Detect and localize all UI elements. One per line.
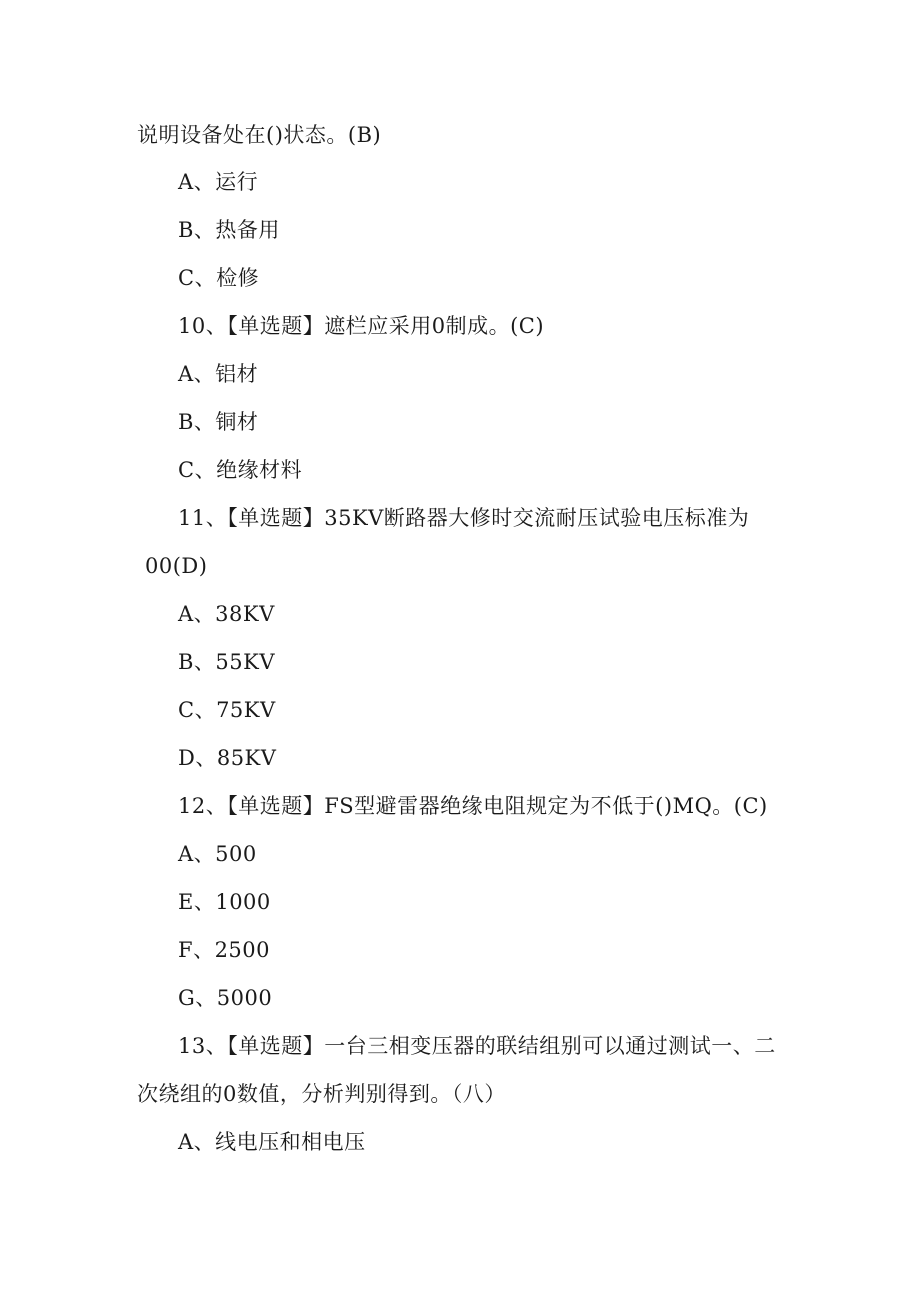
q9-option-a: A、运行 bbox=[178, 170, 259, 194]
q11-option-b: B、55KV bbox=[178, 650, 276, 674]
q11-option-d: D、85KV bbox=[178, 746, 277, 770]
question-11-stem: 11、【单选题】35KV断路器大修时交流耐压试验电压标准为 bbox=[178, 506, 750, 530]
question-9-stem-continuation: 说明设备处在()状态。(B) bbox=[137, 123, 382, 147]
question-11-stem-continuation: 00(D) bbox=[145, 554, 208, 578]
q12-option-a: A、500 bbox=[178, 842, 257, 866]
q10-option-a: A、铝材 bbox=[178, 362, 259, 386]
q11-option-c: C、75KV bbox=[178, 698, 276, 722]
question-13-stem-continuation: 次绕组的0数值，分析判别得到。（八） bbox=[137, 1082, 506, 1106]
question-13-stem: 13、【单选题】一台三相变压器的联结组别可以通过测试一、二 bbox=[178, 1034, 776, 1058]
q10-option-c: C、绝缘材料 bbox=[178, 458, 303, 482]
q13-option-a: A、线电压和相电压 bbox=[178, 1130, 366, 1154]
q12-option-e: E、1000 bbox=[178, 890, 271, 914]
question-12-stem: 12、【单选题】FS型避雷器绝缘电阻规定为不低于()MQ。(C) bbox=[178, 794, 768, 818]
q9-option-b: B、热备用 bbox=[178, 218, 280, 242]
q11-option-a: A、38KV bbox=[178, 602, 275, 626]
question-10-stem: 10、【单选题】遮栏应采用0制成。(C) bbox=[178, 314, 545, 338]
q10-option-b: B、铜材 bbox=[178, 410, 259, 434]
q12-option-f: F、2500 bbox=[178, 938, 271, 962]
q9-option-c: C、检修 bbox=[178, 266, 260, 290]
q12-option-g: G、5000 bbox=[178, 986, 273, 1010]
